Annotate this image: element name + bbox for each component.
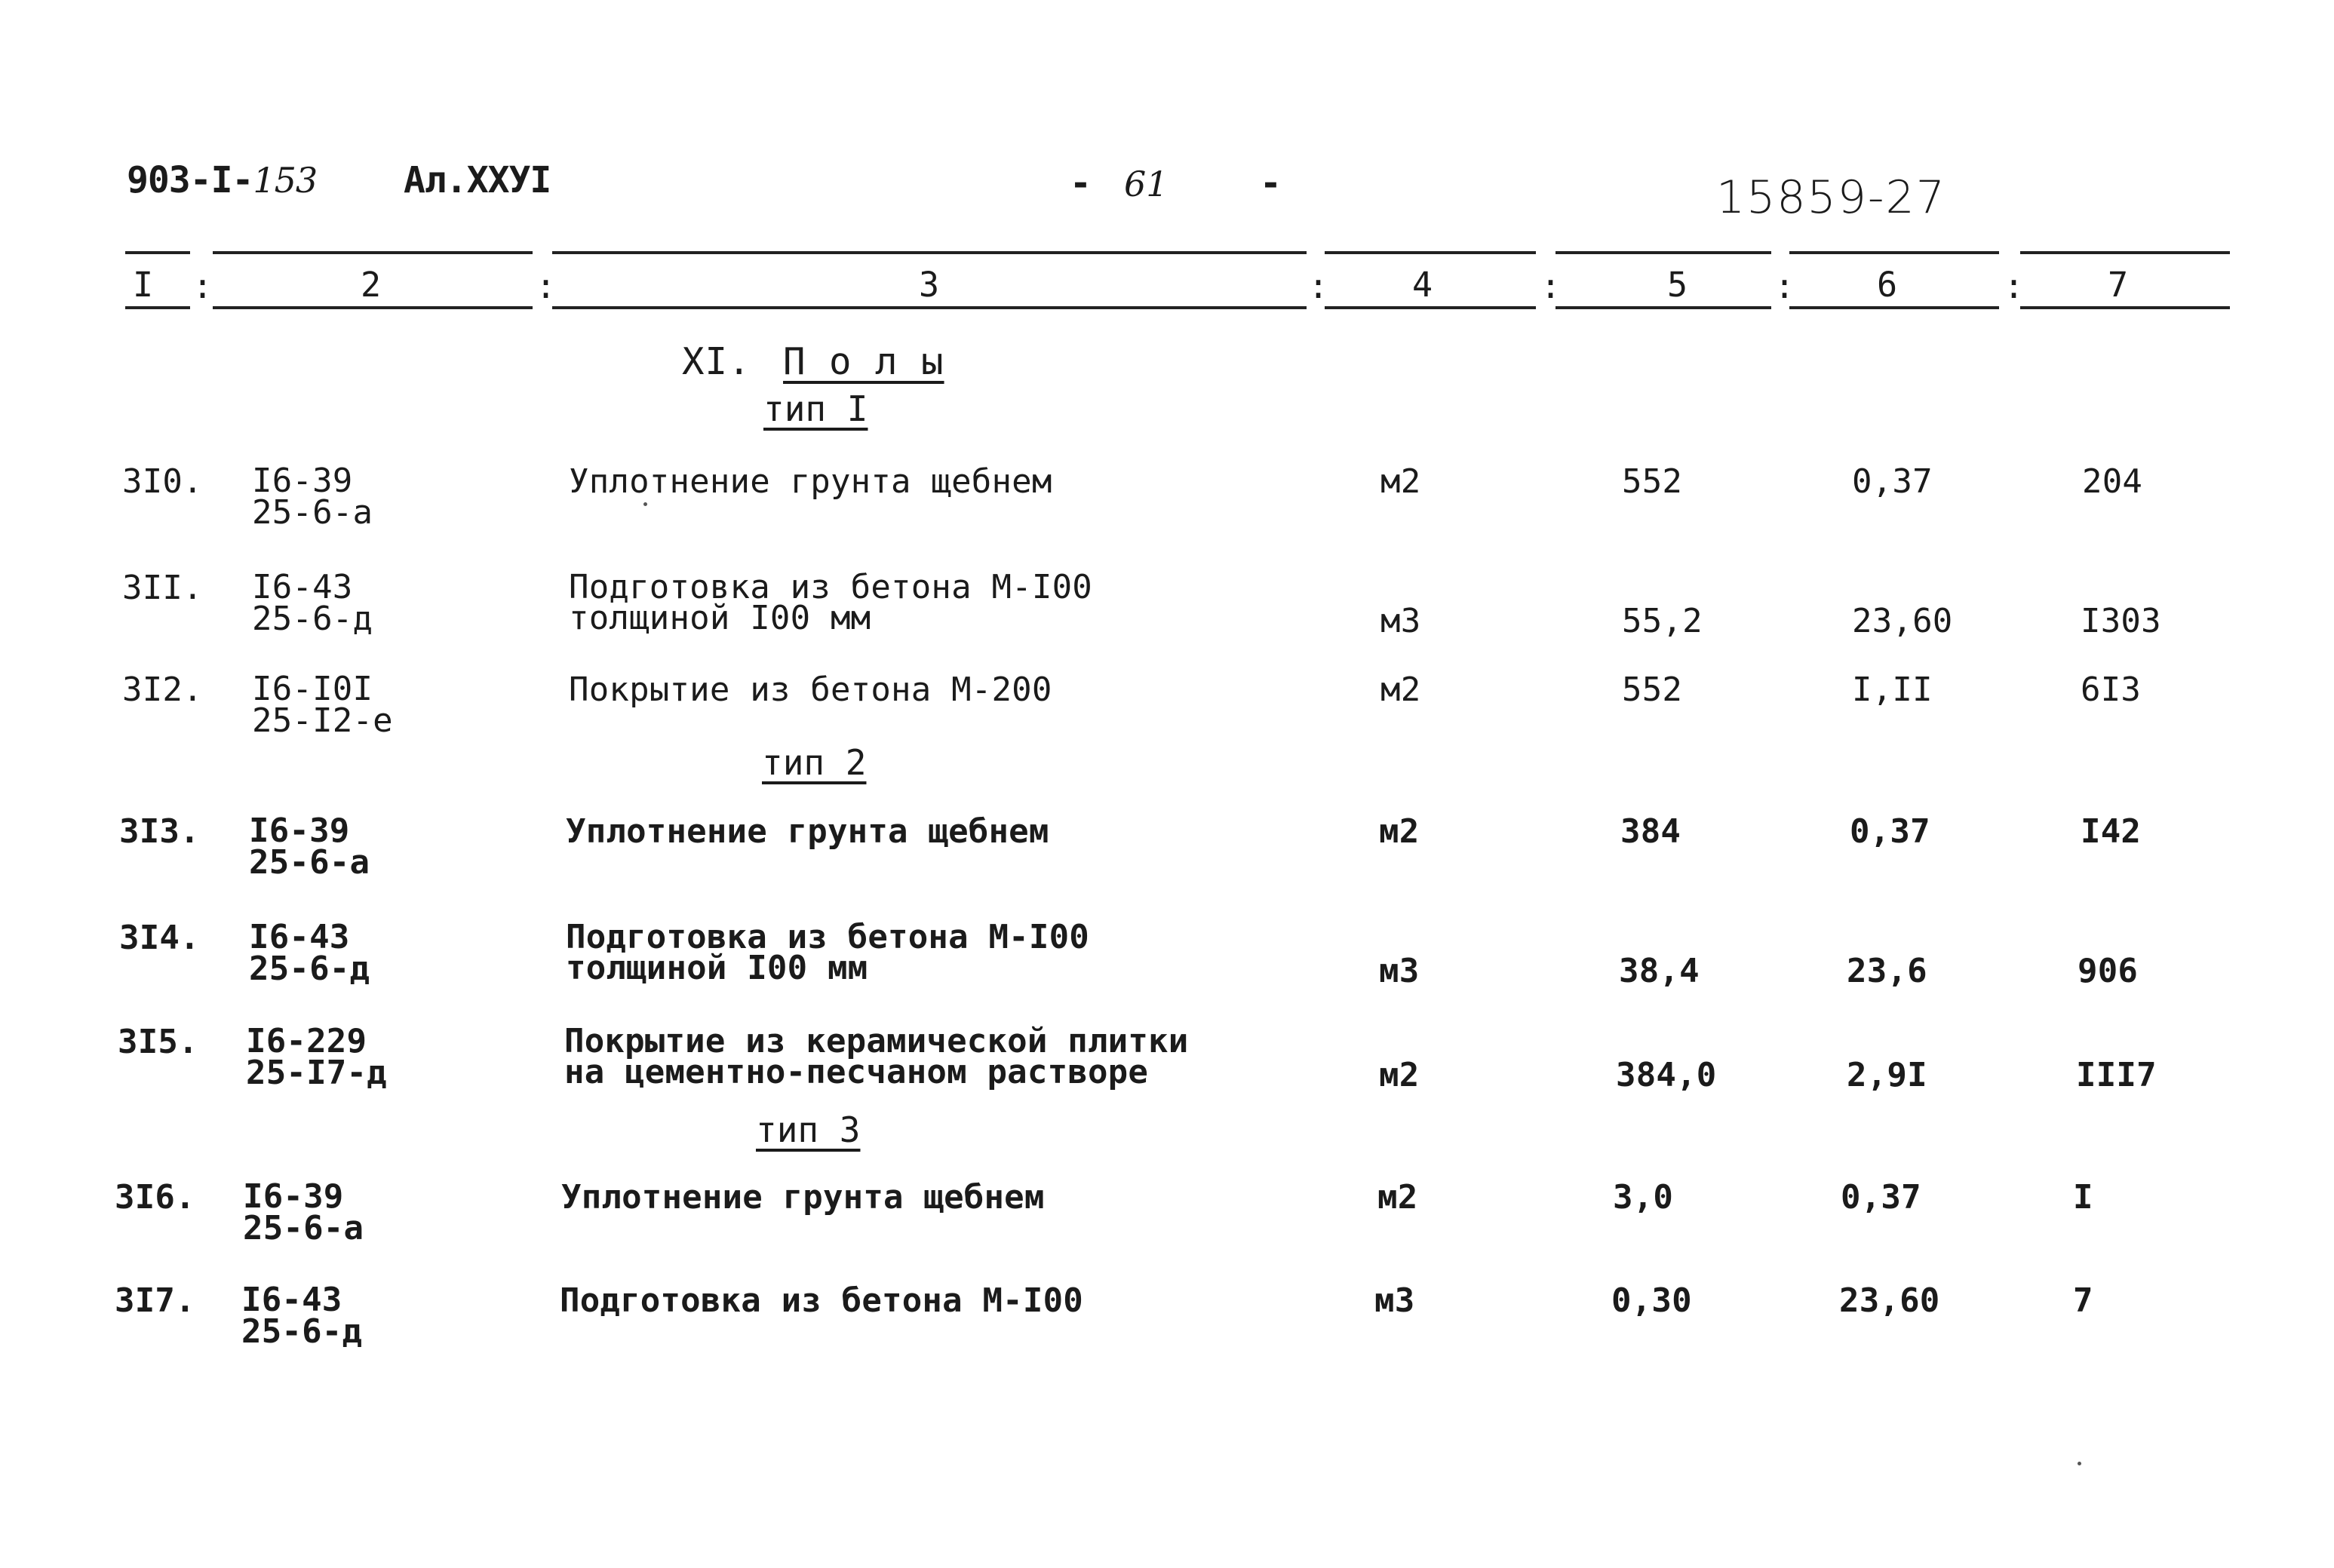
column-header-3: 3 — [919, 265, 940, 305]
quantity: 0,30 — [1611, 1281, 1692, 1320]
section-type-2: тип 2 — [762, 742, 867, 783]
column-header-7: 7 — [2108, 265, 2129, 305]
section-title-prefix: XI. — [682, 340, 751, 383]
row-number: 3I2. — [122, 670, 203, 709]
unit: м3 — [1374, 1281, 1415, 1320]
quantity: 384 — [1620, 812, 1681, 851]
work-description-line-1: Подготовка из бетона М-I00 — [566, 918, 1089, 956]
price-code-line-2: 25-I2-е — [252, 701, 393, 740]
column-separator-4: : — [1540, 266, 1562, 306]
price-code-line-1: I6-43 — [252, 568, 353, 606]
row-number: 3I5. — [118, 1023, 198, 1061]
work-description — [564, 1022, 1189, 1092]
work-description: Уплотнение грунта щебнем — [566, 812, 1049, 851]
column-header-1: I — [133, 265, 154, 305]
price-code — [249, 918, 370, 988]
row-number: 3I7. — [115, 1281, 195, 1320]
unit: м2 — [1377, 1178, 1418, 1217]
scan-dot — [2078, 1462, 2081, 1465]
work-description-line-1: Подготовка из бетона М-I00 — [569, 568, 1092, 606]
column-header-6: 6 — [1877, 265, 1898, 305]
price-code — [243, 1177, 364, 1247]
header-bottom-rule-2 — [213, 306, 533, 309]
price-code-line-1: I6-I0I — [252, 670, 373, 708]
price-code-line-2: 25-6-а — [249, 842, 370, 882]
price-code — [252, 462, 373, 532]
column-separator-1: : — [192, 266, 213, 306]
quantity: 55,2 — [1622, 602, 1703, 640]
page-number: 61 — [1124, 164, 1169, 204]
price-code-line-1: I6-43 — [241, 1281, 342, 1319]
total-cost: 6I3 — [2081, 670, 2142, 709]
price-code-line-1: I6-229 — [246, 1022, 367, 1060]
section-title-label: П о л ы — [783, 340, 944, 383]
column-separator-6: : — [2004, 266, 2025, 306]
unit: м2 — [1379, 1056, 1420, 1094]
unit: м3 — [1380, 602, 1421, 640]
total-cost: I303 — [2081, 602, 2161, 640]
unit: м2 — [1379, 812, 1420, 851]
work-description — [569, 568, 1092, 638]
unit: м2 — [1380, 462, 1421, 501]
work-description: Уплотнение грунта щебнем — [569, 462, 1052, 501]
section-type-3: тип 3 — [756, 1109, 861, 1150]
price-code-line-1: I6-39 — [252, 462, 353, 500]
work-description — [566, 918, 1089, 988]
price-code — [241, 1281, 363, 1351]
work-description-line-2: толщиной I00 мм — [569, 599, 871, 638]
price-code-line-2: 25-6-а — [243, 1208, 364, 1247]
unit-price: I,II — [1852, 670, 1933, 709]
price-code — [252, 568, 373, 638]
price-code-line-2: 25-6-д — [241, 1312, 363, 1351]
price-code-line-2: 25-6-а — [252, 492, 373, 532]
top-rule-5 — [1555, 251, 1771, 254]
column-separator-5: : — [1774, 266, 1795, 306]
quantity: 552 — [1622, 670, 1683, 709]
total-cost: 906 — [2078, 952, 2139, 990]
column-separator-3: : — [1308, 266, 1329, 306]
document-code-suffix: 153 — [253, 160, 318, 201]
price-code-line-1: I6-43 — [249, 918, 350, 956]
header-bottom-rule-7 — [2020, 306, 2230, 309]
document-code — [127, 159, 318, 201]
top-rule-2 — [213, 251, 533, 254]
header-bottom-rule-3 — [552, 306, 1307, 309]
work-description-line-2: толщиной I00 мм — [566, 949, 868, 988]
document-code-prefix: 903-I- — [127, 159, 253, 201]
top-rule-7 — [2020, 251, 2230, 254]
row-number: 3I3. — [119, 812, 200, 851]
work-description: Уплотнение грунта щебнем — [561, 1178, 1045, 1217]
price-code — [249, 812, 370, 882]
quantity: 552 — [1622, 462, 1683, 501]
top-rule-6 — [1789, 251, 1999, 254]
unit: м3 — [1379, 952, 1420, 990]
column-separator-2: : — [536, 266, 557, 306]
section-type-1: тип I — [763, 388, 868, 429]
quantity: 38,4 — [1619, 952, 1700, 990]
scan-dot — [643, 502, 647, 506]
unit-price: 2,9I — [1847, 1056, 1927, 1094]
total-cost: 204 — [2082, 462, 2143, 501]
unit-price: 0,37 — [1852, 462, 1933, 501]
header-bottom-rule-5 — [1555, 306, 1771, 309]
price-code-line-2: 25-6-д — [249, 949, 370, 988]
row-number: 3I0. — [122, 462, 203, 501]
column-header-4: 4 — [1412, 265, 1433, 305]
quantity: 3,0 — [1613, 1178, 1674, 1217]
header-bottom-rule-1 — [125, 306, 190, 309]
price-code-line-1: I6-39 — [243, 1177, 344, 1216]
header-bottom-rule-6 — [1789, 306, 1999, 309]
column-header-5: 5 — [1667, 265, 1688, 305]
unit-price: 0,37 — [1841, 1178, 1921, 1217]
unit-price: 0,37 — [1850, 812, 1930, 851]
price-code — [252, 670, 393, 740]
total-cost: I42 — [2081, 812, 2142, 851]
page-dash-left: - — [1070, 162, 1091, 204]
price-code-line-2: 25-I7-д — [246, 1053, 387, 1092]
top-rule-1 — [125, 251, 190, 254]
price-code-line-1: I6-39 — [249, 812, 350, 850]
total-cost: I — [2073, 1178, 2093, 1217]
price-code — [246, 1022, 387, 1092]
work-description: Подготовка из бетона М-I00 — [560, 1281, 1083, 1320]
work-description-line-2: на цементно-песчаном растворе — [564, 1053, 1149, 1092]
work-description: Покрытие из бетона М-200 — [569, 670, 1052, 709]
top-rule-3 — [552, 251, 1307, 254]
quantity: 384,0 — [1616, 1056, 1717, 1094]
total-cost: 7 — [2073, 1281, 2093, 1320]
total-cost: III7 — [2076, 1056, 2157, 1094]
header-bottom-rule-4 — [1325, 306, 1536, 309]
price-code-line-2: 25-6-д — [252, 599, 373, 638]
page-dash-right: - — [1260, 162, 1281, 204]
row-number: 3I4. — [119, 919, 200, 957]
row-number: 3I6. — [115, 1178, 195, 1217]
work-description-line-1: Покрытие из керамической плитки — [564, 1022, 1189, 1060]
reference-number: 15859-27 — [1716, 171, 1946, 224]
unit-price: 23,6 — [1847, 952, 1927, 990]
album-label: Ал.XXУI — [404, 159, 551, 201]
row-number: 3II. — [122, 569, 203, 607]
unit-price: 23,60 — [1839, 1281, 1940, 1320]
unit: м2 — [1380, 670, 1421, 709]
section-title — [682, 340, 944, 383]
top-rule-4 — [1325, 251, 1536, 254]
column-header-2: 2 — [361, 265, 382, 305]
unit-price: 23,60 — [1852, 602, 1953, 640]
